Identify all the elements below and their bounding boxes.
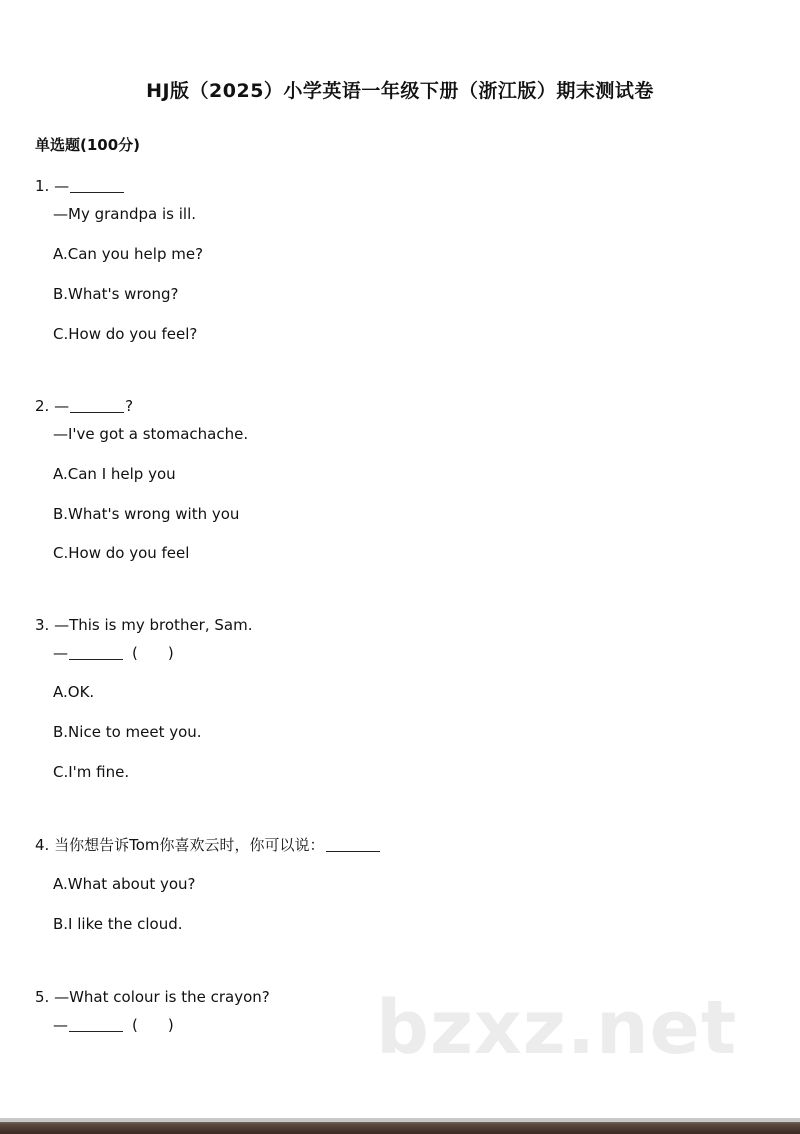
question-2-option-b: B.What's wrong with you — [53, 505, 240, 523]
question-2-response: —I've got a stomachache. — [53, 425, 249, 443]
question-4-option-b: B.I like the cloud. — [53, 915, 183, 933]
question-3-response — [53, 643, 174, 663]
question-2-option-a: A.Can I help you — [53, 465, 176, 483]
question-5-stem — [35, 987, 270, 1007]
question-number: 1. — [35, 177, 50, 195]
question-number: 2. — [35, 397, 50, 415]
answer-parentheses: ( ) — [132, 644, 174, 662]
question-number: 5. — [35, 988, 50, 1006]
question-1-stem — [35, 176, 125, 196]
question-5-response — [53, 1015, 174, 1035]
question-4-option-a: A.What about you? — [53, 875, 196, 893]
answer-blank — [70, 398, 124, 413]
dash: — — [53, 644, 68, 662]
answer-parentheses: ( ) — [132, 1016, 174, 1034]
question-1-option-a: A.Can you help me? — [53, 245, 204, 263]
dash: — — [53, 1016, 68, 1034]
question-1-option-b: B.What's wrong? — [53, 285, 179, 303]
question-1-response: —My grandpa is ill. — [53, 205, 196, 223]
question-3-option-a: A.OK. — [53, 683, 95, 701]
section-heading: 单选题(100分) — [35, 136, 141, 154]
question-number: 4. — [35, 836, 50, 854]
answer-blank — [69, 645, 123, 660]
dash: — — [54, 397, 70, 415]
page-bottom-edge — [0, 1118, 800, 1134]
question-2-option-c: C.How do you feel — [53, 544, 190, 562]
question-text: —What colour is the crayon? — [54, 988, 270, 1006]
question-text: —This is my brother, Sam. — [54, 616, 253, 634]
question-4-stem — [35, 835, 381, 855]
page-title: HJ版（2025）小学英语一年级下册（浙江版）期末测试卷 — [146, 80, 654, 102]
question-mark: ? — [125, 397, 134, 415]
answer-blank — [69, 1017, 123, 1032]
dash: — — [54, 177, 70, 195]
question-number: 3. — [35, 616, 50, 634]
answer-blank — [70, 178, 124, 193]
question-1-option-c: C.How do you feel? — [53, 325, 198, 343]
question-3-stem — [35, 615, 252, 635]
question-3-option-c: C.I'm fine. — [53, 763, 130, 781]
question-2-stem — [35, 396, 133, 416]
answer-blank — [326, 837, 380, 852]
watermark: bzxz.net — [376, 985, 738, 1071]
question-3-option-b: B.Nice to meet you. — [53, 723, 202, 741]
question-text: 当你想告诉Tom你喜欢云时，你可以说： — [54, 836, 325, 854]
